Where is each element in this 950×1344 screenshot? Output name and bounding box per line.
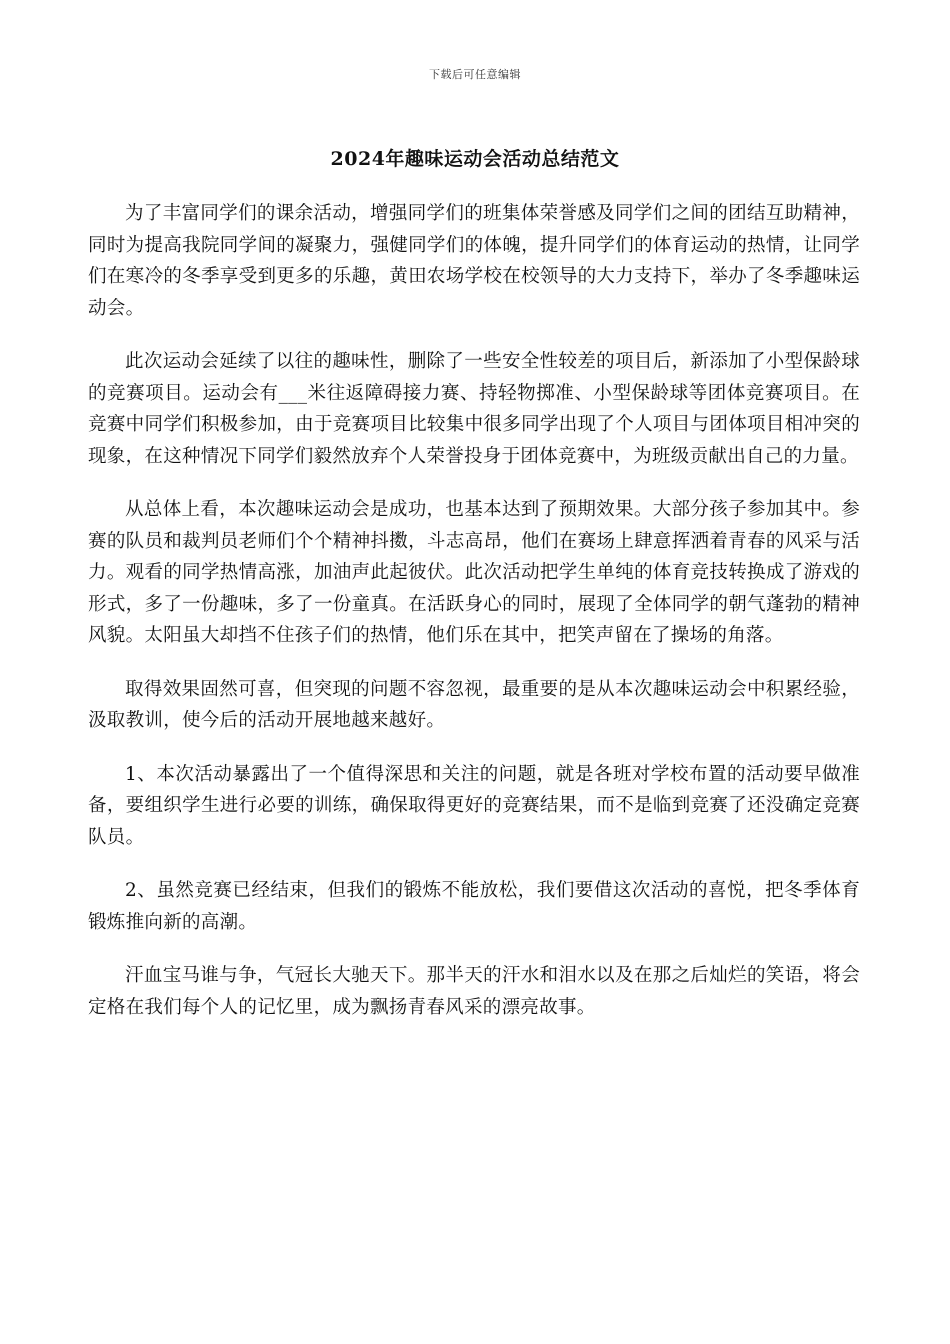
paragraph: 汗血宝马谁与争，气冠长大驰天下。那半天的汗水和泪水以及在那之后灿烂的笑语，将会定格在我们每个人的记忆里，成为飘扬青春风采的漂亮故事。 bbox=[88, 965, 860, 1018]
paragraph: 此次运动会延续了以往的趣味性，删除了一些安全性较差的项目后，新添加了小型保龄球的竞赛项目。运动会有___米往返障碍接力赛、持轻物掷准、小型保龄球等团体竞赛项目。在竞赛中同学们积极参加，由于竞赛项目比较集中很多同学出现了个人项目与团体项目相冲突的现象，在这种情况下同学们毅然放弃个人荣誉投身于团体竞赛中，为班级贡献出自己的力量。 bbox=[88, 351, 860, 467]
paragraph: 从总体上看，本次趣味运动会是成功，也基本达到了预期效果。大部分孩子参加其中。参赛的队员和裁判员老师们个个精神抖擞，斗志高昂，他们在赛场上肆意挥洒着青春的风采与活力。观看的同学热情高涨，加油声此起彼伏。此次活动把学生单纯的体育竞技转换成了游戏的形式，多了一份趣味，多了一份童真。在活跃身心的同时，展现了全体同学的朝气蓬勃的精神风貌。太阳虽大却挡不住孩子们的热情，他们乐在其中，把笑声留在了操场的角落。 bbox=[88, 499, 860, 646]
paragraph: 1、本次活动暴露出了一个值得深思和关注的问题，就是各班对学校布置的活动要早做准备，要组织学生进行必要的训练，确保取得更好的竞赛结果，而不是临到竞赛了还没确定竞赛队员。 bbox=[88, 763, 860, 848]
paragraph: 取得效果固然可喜，但突现的问题不容忽视，最重要的是从本次趣味运动会中积累经验，汲取教训，使今后的活动开展地越来越好。 bbox=[88, 678, 860, 731]
header-note: 下载后可任意编辑 bbox=[429, 68, 521, 81]
paragraph: 为了丰富同学们的课余活动，增强同学们的班集体荣誉感及同学们之间的团结互助精神，同时为提高我院同学间的凝聚力，强健同学们的体魄，提升同学们的体育运动的热情，让同学们在寒冷的冬季享受到更多的乐趣，黄田农场学校在校领导的大力支持下，举办了冬季趣味运动会。 bbox=[88, 203, 860, 319]
document-title: 2024年趣味运动会活动总结范文 bbox=[330, 148, 620, 170]
paragraph: 2、虽然竞赛已经结束，但我们的锻炼不能放松，我们要借这次活动的喜悦，把冬季体育锻炼推向新的高潮。 bbox=[88, 880, 860, 933]
document-body bbox=[88, 198, 860, 1045]
